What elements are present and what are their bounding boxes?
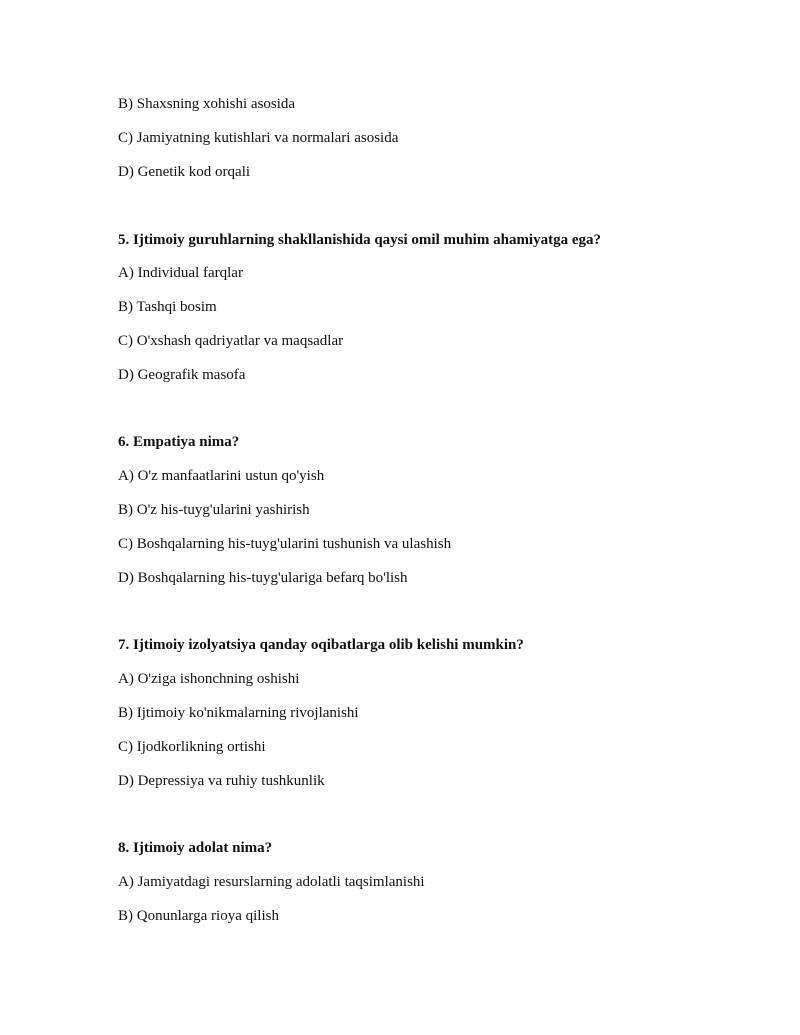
option-c-q5: C) O'xshash qadriyatlar va maqsadlar [118,333,344,349]
option-c-q7: C) Ijodkorlikning ortishi [118,739,266,755]
option-a-q6: A) O'z manfaatlarini ustun qo'yish [118,468,325,484]
option-b-q5: B) Tashqi bosim [118,299,217,315]
option-d-q5: D) Geografik masofa [118,367,246,383]
option-b-q6: B) O'z his-tuyg'ularini yashirish [118,502,310,518]
option-a-q8: A) Jamiyatdagi resurslarning adolatli taqsimlanishi [118,874,425,890]
question-7: 7. Ijtimoiy izolyatsiya qanday oqibatlarga olib kelishi mumkin? [118,637,524,653]
option-d-q4: D) Genetik kod orqali [118,164,251,180]
question-5: 5. Ijtimoiy guruhlarning shakllanishida qaysi omil muhim ahamiyatga ega? [118,232,602,248]
question-6: 6. Empatiya nima? [118,434,240,450]
option-c-q6: C) Boshqalarning his-tuyg'ularini tushunish va ulashish [118,536,452,552]
option-d-q6: D) Boshqalarning his-tuyg'ulariga befarq bo'lish [118,570,408,586]
option-a-q5: A) Individual farqlar [118,265,243,281]
option-b-q7: B) Ijtimoiy ko'nikmalarning rivojlanishi [118,705,359,721]
option-b-q4: B) Shaxsning xohishi asosida [118,96,296,112]
question-8: 8. Ijtimoiy adolat nima? [118,840,273,856]
option-a-q7: A) O'ziga ishonchning oshishi [118,671,300,687]
option-b-q8: B) Qonunlarga rioya qilish [118,908,279,924]
option-d-q7: D) Depressiya va ruhiy tushkunlik [118,773,325,789]
option-c-q4: C) Jamiyatning kutishlari va normalari asosida [118,130,399,146]
